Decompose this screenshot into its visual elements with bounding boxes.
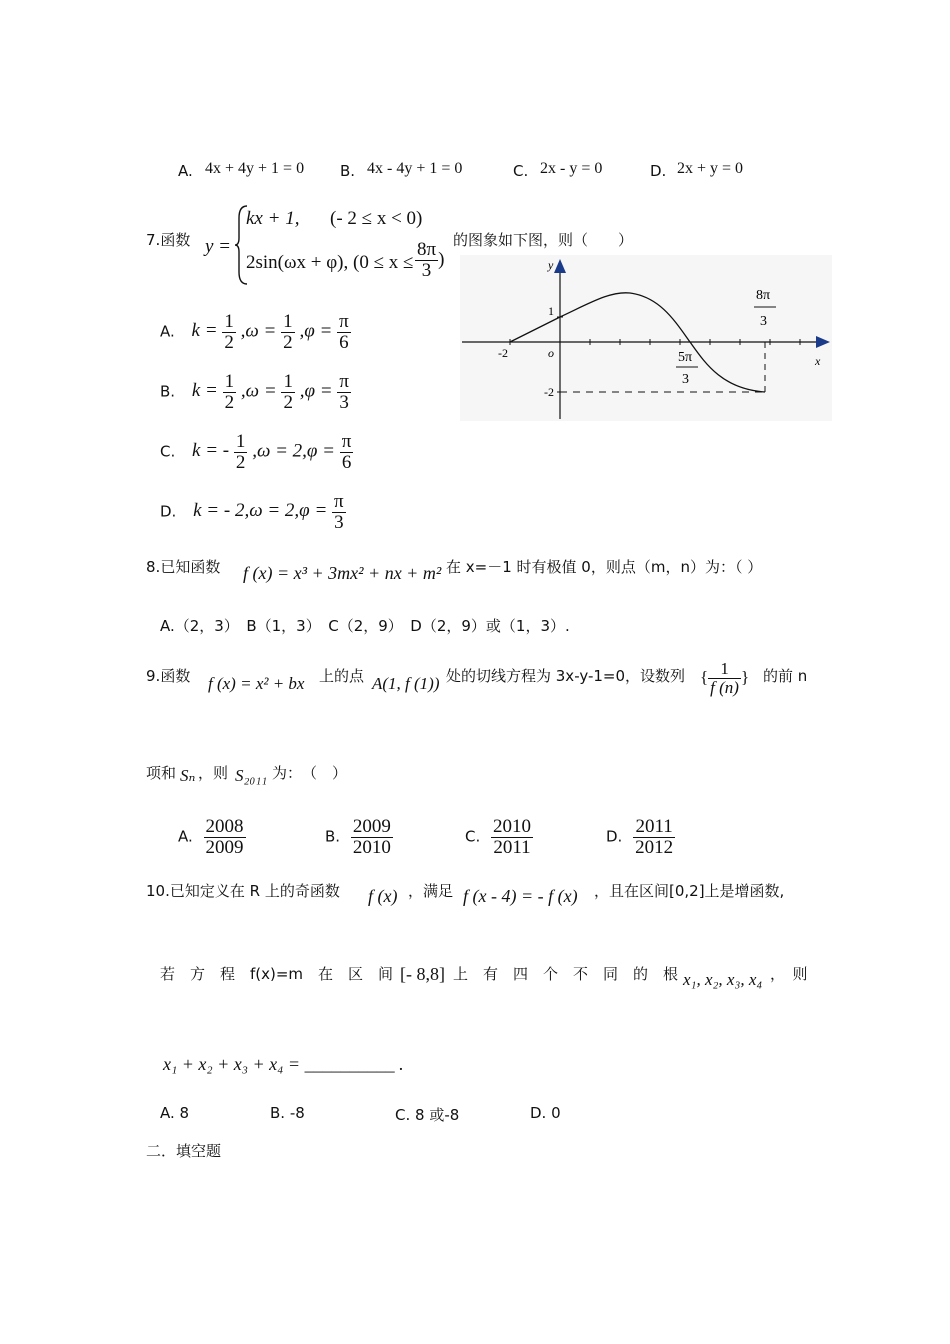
label-8pi: 8π <box>756 288 771 303</box>
q10-mid: ，满足 <box>408 882 454 900</box>
q10-fx: f (x) <box>368 886 398 906</box>
q7-case1: kx + 1, <box>246 208 300 229</box>
q9-mid2: 处的切线方程为 3x-y-1=0，设数列 <box>446 667 686 685</box>
q9-s2011: S₂₀₁₁ <box>235 766 268 785</box>
q9-option-c: C. $\frac{2010}{2011}$ <box>465 816 532 858</box>
q7-case2-frac: $\frac{8\pi}{3}$ ) <box>417 239 445 281</box>
q10-option-a: A. 8 <box>160 1104 190 1122</box>
q10-tail: ，且在区间[0,2]上是增函数, <box>594 882 785 900</box>
q10-option-d: D. 0 <box>530 1104 561 1122</box>
tick-neg2-y: -2 <box>544 385 554 399</box>
q9-lead: 9.函数 <box>146 667 191 685</box>
q10-interval: [- 8,8] <box>400 964 445 984</box>
q7-option-b: B. k = $\frac{1}{2}$ ,ω = $\frac{1}{2}$ ,φ = $\frac{\pi}{3}$ <box>160 371 349 413</box>
q10-line2-a: 若 方 程 f(x)=m 在 区 间 <box>160 965 394 983</box>
q9-tail: 的前 n <box>763 667 808 685</box>
q10-lead: 10.已知定义在 R 上的奇函数 <box>146 882 340 900</box>
q10-line2-b: 上 有 四 个 不 同 的 根 <box>453 965 679 983</box>
q9-option-a: A. $\frac{2008}{2009}$ <box>178 816 244 858</box>
q9-line2-c: 为： （ ） <box>272 764 348 782</box>
q9-mid: 上的点 <box>319 667 365 685</box>
label-8pi-den: 3 <box>760 314 767 329</box>
q9-seq: { $\frac{1}{f (n)}$ } <box>700 659 750 697</box>
q8-tail: 在 x=－1 时有极值 0，则点（m，n）为：（ ） <box>446 558 763 576</box>
q7-case1-cond: (- 2 ≤ x < 0) <box>330 208 423 229</box>
tick-neg2-x: -2 <box>498 346 508 360</box>
q7-option-a: A. k = $\frac{1}{2}$ ,ω = $\frac{1}{2}$ ,φ = $\frac{\pi}{6}$ <box>160 311 349 353</box>
q6-option-c: C. <box>513 162 529 180</box>
q6-option-a-expr: 4x + 4y + 1 = 0 <box>205 160 305 177</box>
q7-y-eq: y = <box>205 236 232 257</box>
q7-option-d: D. k = - 2,ω = 2,φ = $\frac{\pi}{3}$ <box>160 491 344 533</box>
q6-option-b: B. <box>340 162 356 180</box>
q6-option-b-expr: 4x - 4y + 1 = 0 <box>367 160 463 177</box>
y-axis-label: y <box>548 258 554 272</box>
q9-func: f (x) = x² + bx <box>208 674 305 693</box>
q10-option-c: C. 8 或-8 <box>395 1106 460 1124</box>
q8-func: f (x) = x³ + 3mx² + nx + m² <box>243 563 442 583</box>
q9-line2-a: 项和 <box>146 764 177 782</box>
q8-lead: 8.已知函数 <box>146 558 221 576</box>
q7-number: 7.函数 <box>146 231 191 249</box>
q6-option-d: D. <box>650 162 667 180</box>
q6-option-c-expr: 2x - y = 0 <box>540 160 603 177</box>
q8-options: A.（2，3） B（1，3） C（2，9） D（2，9）或（1，3）. <box>160 617 570 635</box>
q9-point: A(1, f (1)) <box>372 674 440 693</box>
q10-sum: x₁ + x₂ + x₃ + x₄ = __________ . <box>163 1054 404 1074</box>
q9-option-d: D. $\frac{2011}{2012}$ <box>606 816 674 858</box>
q10-roots: x₁, x₂, x₃, x₄ <box>683 970 763 989</box>
q9-sn: Sₙ <box>180 766 196 785</box>
tick-1-y: 1 <box>548 304 554 318</box>
q10-line2-c: ， 则 <box>770 965 808 983</box>
label-5pi: 5π <box>678 350 693 365</box>
q7-graph <box>460 255 832 421</box>
q10-option-b: B. -8 <box>270 1104 305 1122</box>
section-heading: 二．填空题 <box>146 1142 222 1160</box>
q10-eq: f (x - 4) = - f (x) <box>463 886 578 906</box>
q7-tail: 的图象如下图，则（ ） <box>453 231 634 249</box>
q6-option-d-expr: 2x + y = 0 <box>677 160 744 177</box>
origin-label: o <box>548 346 554 360</box>
q9-option-b: B. $\frac{2009}{2010}$ <box>325 816 391 858</box>
q9-line2-b: ，则 <box>198 764 229 782</box>
label-5pi-den: 3 <box>682 372 689 387</box>
q6-option-a: A. <box>178 162 193 180</box>
x-axis-label: x <box>815 354 821 368</box>
q7-case2: 2sin(ωx + φ), (0 ≤ x ≤ <box>246 252 414 273</box>
q7-option-c: C. k = - $\frac{1}{2}$ ,ω = 2,φ = $\frac{\pi}{6}$ <box>160 431 352 473</box>
